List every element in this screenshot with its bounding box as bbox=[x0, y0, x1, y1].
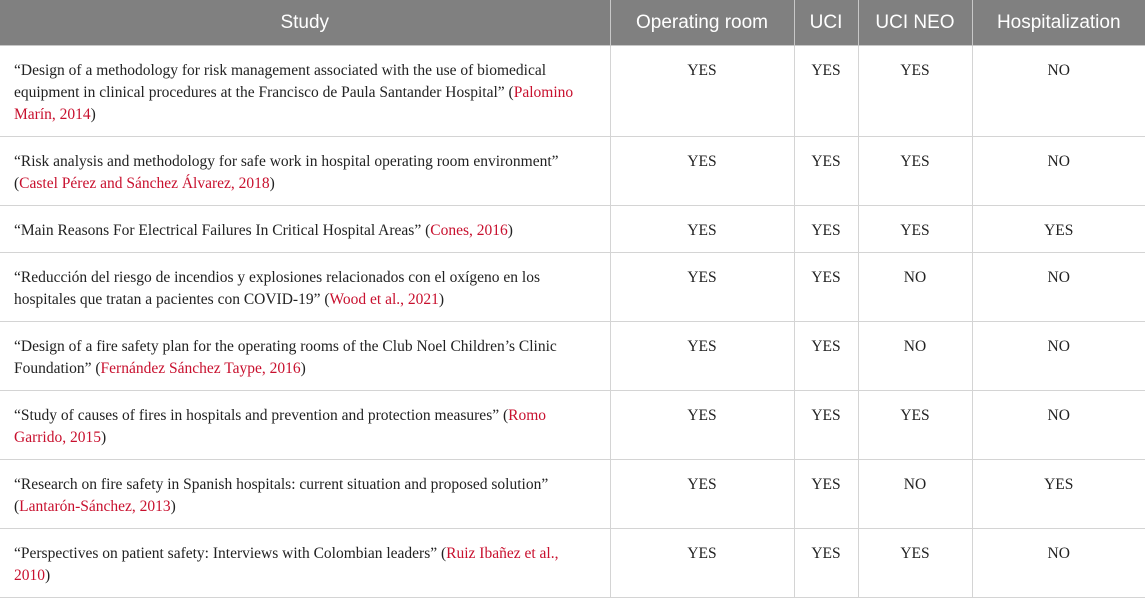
header-study: Study bbox=[0, 0, 610, 46]
uci-cell: YES bbox=[794, 460, 858, 529]
citation-close: ) bbox=[269, 175, 275, 192]
hospitalization-cell: NO bbox=[972, 391, 1145, 460]
citation-link[interactable]: Cones, 2016 bbox=[430, 222, 508, 239]
citation-open: ( bbox=[95, 360, 101, 377]
citation-link[interactable]: Wood et al., 2021 bbox=[329, 291, 439, 308]
citation-link[interactable]: Ruiz Ibañez et al., 2010 bbox=[14, 545, 559, 584]
uci-cell: YES bbox=[794, 206, 858, 253]
study-title: “Design of a fire safety plan for the operating rooms of the Club Noel Children’s Clinic Foundation” bbox=[14, 338, 557, 377]
citation-open: ( bbox=[14, 498, 20, 515]
uci-cell: YES bbox=[794, 253, 858, 322]
uci-neo-cell: NO bbox=[858, 253, 972, 322]
uci-cell: YES bbox=[794, 46, 858, 137]
citation-close: ) bbox=[90, 106, 96, 123]
citation-close: ) bbox=[45, 567, 51, 584]
citation-open: ( bbox=[14, 175, 20, 192]
uci-neo-cell: YES bbox=[858, 206, 972, 253]
study-cell bbox=[0, 391, 610, 460]
uci-cell: YES bbox=[794, 137, 858, 206]
operating-room-cell: YES bbox=[610, 529, 794, 598]
table-row bbox=[0, 206, 1145, 253]
study-title: “Design of a methodology for risk management associated with the use of biomedical equipment in clinical procedures at the Francisco de Paula Santander Hospital” bbox=[14, 62, 547, 101]
operating-room-cell: YES bbox=[610, 46, 794, 137]
study-cell bbox=[0, 46, 610, 137]
citation-close: ) bbox=[438, 291, 445, 308]
uci-neo-cell: YES bbox=[858, 391, 972, 460]
citation-open: ( bbox=[440, 545, 447, 562]
citation-link[interactable]: Palomino Marín, 2014 bbox=[14, 84, 574, 123]
hospitalization-cell: NO bbox=[972, 137, 1145, 206]
citation-open: ( bbox=[508, 84, 514, 101]
hospitalization-cell: NO bbox=[972, 322, 1145, 391]
citation-open: ( bbox=[324, 291, 330, 308]
hospitalization-cell: YES bbox=[972, 460, 1145, 529]
study-cell bbox=[0, 322, 610, 391]
study-cell bbox=[0, 460, 610, 529]
header-operating-room: Operating room bbox=[610, 0, 794, 46]
uci-neo-cell: NO bbox=[858, 460, 972, 529]
citation-open: ( bbox=[425, 222, 431, 239]
study-cell bbox=[0, 253, 610, 322]
citation-link[interactable]: Lantarón-Sánchez, 2013 bbox=[19, 498, 171, 515]
uci-neo-cell: NO bbox=[858, 322, 972, 391]
operating-room-cell: YES bbox=[610, 322, 794, 391]
citation-close: ) bbox=[170, 498, 176, 515]
header-row bbox=[0, 0, 1145, 46]
table-row bbox=[0, 46, 1145, 137]
study-cell bbox=[0, 529, 610, 598]
study-cell bbox=[0, 137, 610, 206]
header-hospitalization: Hospitalization bbox=[972, 0, 1145, 46]
uci-neo-cell: YES bbox=[858, 137, 972, 206]
uci-neo-cell: YES bbox=[858, 46, 972, 137]
study-title: “Main Reasons For Electrical Failures In Critical Hospital Areas” bbox=[14, 222, 426, 239]
operating-room-cell: YES bbox=[610, 253, 794, 322]
study-title: “Risk analysis and methodology for safe work in hospital operating room environment” bbox=[14, 153, 559, 170]
citation-open: ( bbox=[502, 407, 509, 424]
citation-link[interactable]: Fernández Sánchez Taype, 2016 bbox=[100, 360, 301, 377]
citation-link[interactable]: Castel Pérez and Sánchez Álvarez, 2018 bbox=[19, 175, 270, 192]
header-uci-neo: UCI NEO bbox=[858, 0, 972, 46]
operating-room-cell: YES bbox=[610, 391, 794, 460]
citation-close: ) bbox=[507, 222, 513, 239]
hospitalization-cell: NO bbox=[972, 529, 1145, 598]
operating-room-cell: YES bbox=[610, 137, 794, 206]
study-cell bbox=[0, 206, 610, 253]
operating-room-cell: YES bbox=[610, 460, 794, 529]
operating-room-cell: YES bbox=[610, 206, 794, 253]
table-row bbox=[0, 391, 1145, 460]
uci-cell: YES bbox=[794, 322, 858, 391]
table-row bbox=[0, 137, 1145, 206]
study-title: “Perspectives on patient safety: Interviews with Colombian leaders” bbox=[14, 545, 441, 562]
hospitalization-cell: NO bbox=[972, 253, 1145, 322]
uci-neo-cell: YES bbox=[858, 529, 972, 598]
hospitalization-cell: NO bbox=[972, 46, 1145, 137]
uci-cell: YES bbox=[794, 529, 858, 598]
table-row bbox=[0, 253, 1145, 322]
study-title: “Study of causes of fires in hospitals and prevention and protection measures” bbox=[14, 407, 503, 424]
citation-close: ) bbox=[300, 360, 306, 377]
table-row bbox=[0, 322, 1145, 391]
citation-link[interactable]: Romo Garrido, 2015 bbox=[14, 407, 547, 446]
table-row bbox=[0, 529, 1145, 598]
citation-close: ) bbox=[100, 429, 107, 446]
study-title: “Reducción del riesgo de incendios y explosiones relacionados con el oxígeno en los hospitales que tratan a pacientes con COVID-19” bbox=[14, 269, 540, 308]
header-uci: UCI bbox=[794, 0, 858, 46]
study-title: “Research on fire safety in Spanish hospitals: current situation and proposed solution” bbox=[14, 476, 549, 493]
uci-cell: YES bbox=[794, 391, 858, 460]
hospitalization-cell: YES bbox=[972, 206, 1145, 253]
table-row bbox=[0, 460, 1145, 529]
